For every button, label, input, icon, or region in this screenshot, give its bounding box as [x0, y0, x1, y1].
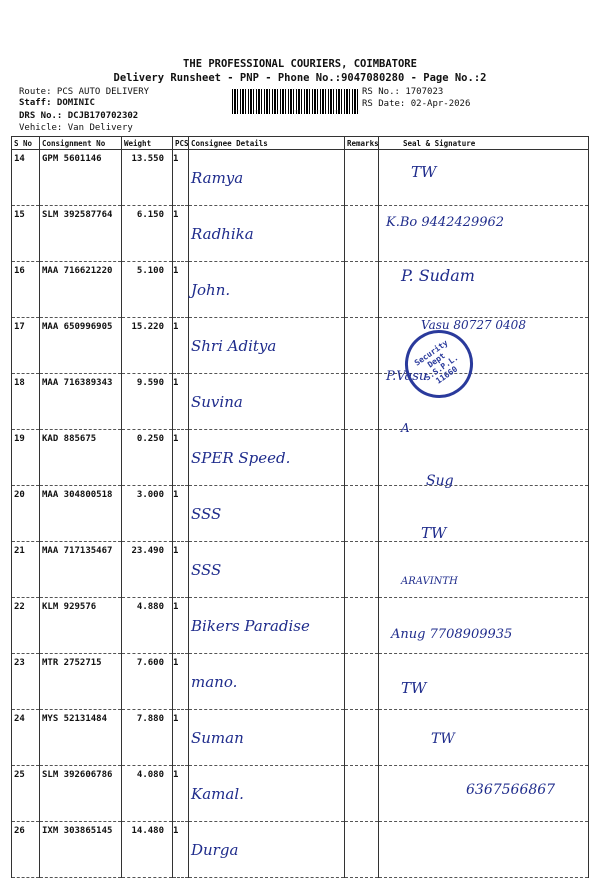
table-header: [12, 137, 589, 150]
weight-cell: 14.480: [122, 822, 173, 878]
remarks-cell: [345, 318, 379, 374]
table-row: [12, 374, 589, 430]
col-seal-signature: Seal & Signature: [379, 137, 589, 150]
consignee-cell: Shri Aditya: [189, 318, 345, 374]
handwritten-signature: P. Sudam: [401, 266, 475, 286]
consignment-cell: MTR 2752715: [40, 654, 122, 710]
pcs-cell: 1: [173, 766, 189, 822]
sno-cell: 20: [12, 486, 40, 542]
pcs-cell: 1: [173, 822, 189, 878]
weight-cell: 7.880: [122, 710, 173, 766]
handwritten-signature: 6367566867: [466, 782, 556, 799]
signature-cell: [379, 598, 589, 654]
consignment-cell: KLM 929576: [40, 598, 122, 654]
sno-cell: 14: [12, 150, 40, 206]
runsheet-table: [11, 136, 589, 878]
consignment-cell: MAA 716389343: [40, 374, 122, 430]
remarks-cell: [345, 542, 379, 598]
consignment-cell: MYS 52131484: [40, 710, 122, 766]
sno-cell: 23: [12, 654, 40, 710]
sno-cell: 18: [12, 374, 40, 430]
table-row: [12, 486, 589, 542]
table-row: [12, 262, 589, 318]
consignee-cell: SPER Speed.: [189, 430, 345, 486]
remarks-cell: [345, 654, 379, 710]
consignment-cell: SLM 392606786: [40, 766, 122, 822]
consignee-cell: Radhika: [189, 206, 345, 262]
sno-cell: 17: [12, 318, 40, 374]
rs-number: RS No.: 1707023: [362, 87, 444, 97]
rs-date: RS Date: 02-Apr-2026: [362, 99, 471, 109]
table-row: [12, 542, 589, 598]
sno-cell: 19: [12, 430, 40, 486]
table-row: [12, 654, 589, 710]
consignee-cell: mano.: [189, 654, 345, 710]
col-sno: S No: [12, 137, 40, 150]
weight-cell: 7.600: [122, 654, 173, 710]
remarks-cell: [345, 710, 379, 766]
consignment-cell: KAD 885675: [40, 430, 122, 486]
handwritten-signature: Sug: [426, 472, 454, 489]
sno-cell: 15: [12, 206, 40, 262]
weight-cell: 3.000: [122, 486, 173, 542]
sno-cell: 25: [12, 766, 40, 822]
table-row: [12, 598, 589, 654]
weight-cell: 9.590: [122, 374, 173, 430]
handwritten-signature: TW: [411, 163, 437, 181]
stamp-text: Security Dept S.S.P.L. 11660: [412, 338, 460, 386]
company-title: THE PROFESSIONAL COURIERS, COIMBATORE: [183, 58, 417, 70]
col-weight: Weight: [122, 137, 173, 150]
consignee-cell: Suman: [189, 710, 345, 766]
consignee-cell: SSS: [189, 486, 345, 542]
vehicle-label: Vehicle: Van Delivery: [19, 123, 133, 133]
weight-cell: 5.100: [122, 262, 173, 318]
signature-cell: [379, 710, 589, 766]
runsheet-subtitle: Delivery Runsheet - PNP - Phone No.:9047080280 - Page No.:2: [113, 72, 487, 84]
sno-cell: 26: [12, 822, 40, 878]
consignee-cell: Ramya: [189, 150, 345, 206]
handwritten-signature: Vasu 80727 0408: [421, 317, 526, 332]
signature-cell: [379, 150, 589, 206]
weight-cell: 13.550: [122, 150, 173, 206]
pcs-cell: 1: [173, 262, 189, 318]
weight-cell: 15.220: [122, 318, 173, 374]
pcs-cell: 1: [173, 598, 189, 654]
drs-label: DRS No.: DCJB170702302: [19, 111, 139, 121]
weight-cell: 4.880: [122, 598, 173, 654]
consignee-cell: SSS: [189, 542, 345, 598]
pcs-cell: 1: [173, 374, 189, 430]
pcs-cell: 1: [173, 206, 189, 262]
pcs-cell: 1: [173, 542, 189, 598]
route-label: Route: PCS AUTO DELIVERY: [19, 87, 150, 97]
remarks-cell: [345, 150, 379, 206]
weight-cell: 6.150: [122, 206, 173, 262]
handwritten-signature: A: [401, 421, 410, 435]
handwritten-signature: TW: [421, 524, 447, 543]
pcs-cell: 1: [173, 710, 189, 766]
remarks-cell: [345, 430, 379, 486]
remarks-cell: [345, 262, 379, 318]
handwritten-signature: ARAVINTH: [401, 575, 458, 587]
remarks-cell: [345, 598, 379, 654]
remarks-cell: [345, 374, 379, 430]
pcs-cell: 1: [173, 318, 189, 374]
sno-cell: 24: [12, 710, 40, 766]
col-consignment: Consignment No: [40, 137, 122, 150]
pcs-cell: 1: [173, 486, 189, 542]
signature-cell: [379, 430, 589, 486]
pcs-cell: 1: [173, 654, 189, 710]
sno-cell: 16: [12, 262, 40, 318]
signature-cell: [379, 542, 589, 598]
weight-cell: 4.080: [122, 766, 173, 822]
remarks-cell: [345, 822, 379, 878]
sno-cell: 22: [12, 598, 40, 654]
table-row: [12, 822, 589, 878]
pcs-cell: 1: [173, 430, 189, 486]
consignee-cell: John.: [189, 262, 345, 318]
remarks-cell: [345, 766, 379, 822]
pcs-cell: 1: [173, 150, 189, 206]
handwritten-signature: K.Bo 9442429962: [386, 214, 505, 230]
consignment-cell: MAA 650996905: [40, 318, 122, 374]
consignment-cell: MAA 304800518: [40, 486, 122, 542]
signature-cell: [379, 486, 589, 542]
signature-cell: [379, 822, 589, 878]
consignment-cell: SLM 392587764: [40, 206, 122, 262]
handwritten-signature: Anug 7708909935: [391, 627, 513, 643]
weight-cell: 0.250: [122, 430, 173, 486]
consignment-cell: GPM 5601146: [40, 150, 122, 206]
handwritten-signature: TW: [431, 730, 455, 747]
col-remarks: Remarks: [345, 137, 379, 150]
table-row: [12, 430, 589, 486]
remarks-cell: [345, 206, 379, 262]
barcode: [232, 89, 358, 114]
consignment-cell: MAA 717135467: [40, 542, 122, 598]
table-row: [12, 150, 589, 206]
sno-cell: 21: [12, 542, 40, 598]
col-consignee: Consignee Details: [189, 137, 345, 150]
col-pcs: PCS: [173, 137, 189, 150]
consignee-cell: Bikers Paradise: [189, 598, 345, 654]
consignment-cell: MAA 716621220: [40, 262, 122, 318]
consignee-cell: Durga: [189, 822, 345, 878]
weight-cell: 23.490: [122, 542, 173, 598]
table-row: [12, 710, 589, 766]
remarks-cell: [345, 486, 379, 542]
consignee-cell: Kamal.: [189, 766, 345, 822]
consignee-cell: Suvina: [189, 374, 345, 430]
consignment-cell: IXM 303865145: [40, 822, 122, 878]
handwritten-signature: TW: [401, 679, 427, 697]
handwritten-signature: P.Vasu: [386, 369, 428, 385]
staff-label: Staff: DOMINIC: [19, 98, 95, 108]
